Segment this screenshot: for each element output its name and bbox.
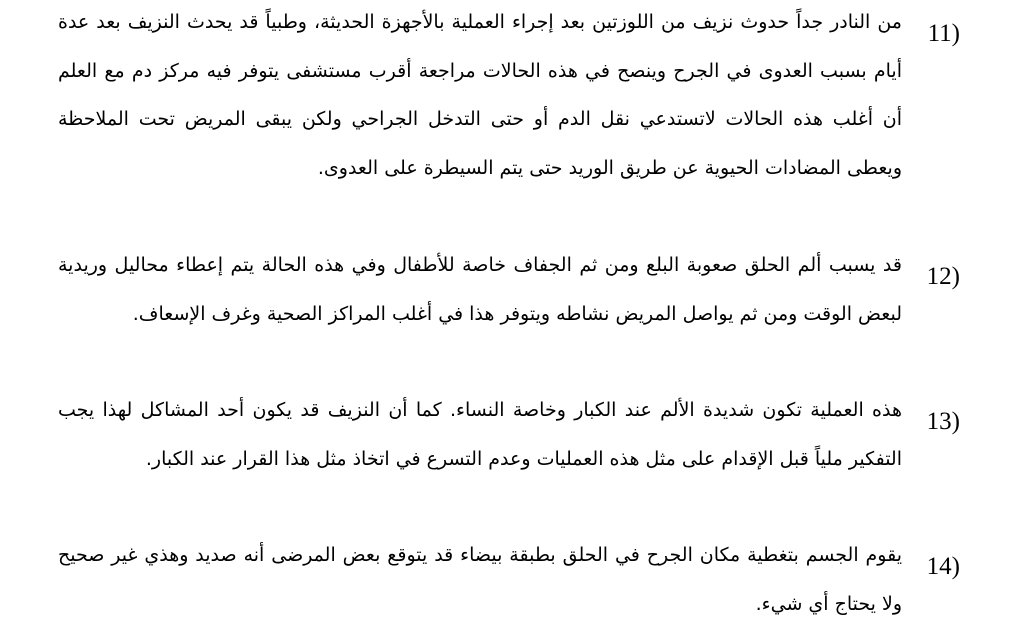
- list-item: 11) من النادر جداً حدوث نزيف من اللوزتين بعد إجراء العملية بالأجهزة الحديثة، وطبياً قد يحدث النزيف بعد عدة أيام بسبب العدوى في الجرح وينصح في هذه الحالات مراجعة أقرب مستشفى يتوفر فيه مركز دم مع العلم أن أغلب هذه الحالات لاتستدعي نقل الدم أو حتى التدخل الجراحي ولكن يبقى المريض تحت الملاحظة ويعطى المضادات الحيوية عن طريق الوريد حتى يتم السيطرة على العدوى.: [58, 10, 902, 192]
- list-item: 13) هذه العملية تكون شديدة الألم عند الكبار وخاصة النساء. كما أن النزيف قد يكون أحد المشاكل لهذا يجب التفكير ملياً قبل الإقدام على مثل هذه العمليات وعدم التسرع في اتخاذ مثل هذا القرار عند الكبار.: [58, 398, 902, 483]
- item-text: يقوم الجسم بتغطية مكان الجرح في الحلق بطبقة بيضاء قد يتوقع بعض المرضى أنه صديد وهذي غير صحيح ولا يحتاج أي شيء.: [58, 544, 902, 615]
- item-text: قد يسبب ألم الحلق صعوبة البلع ومن ثم الجفاف خاصة للأطفال وفي هذه الحالة يتم إعطاء محاليل وريدية لبعض الوقت ومن ثم يواصل المريض نشاطه ويتوفر هذا في أغلب المراكز الصحية وغرف الإسعاف.: [58, 254, 902, 325]
- list-item: 12) قد يسبب ألم الحلق صعوبة البلع ومن ثم الجفاف خاصة للأطفال وفي هذه الحالة يتم إعطاء محاليل وريدية لبعض الوقت ومن ثم يواصل المريض نشاطه ويتوفر هذا في أغلب المراكز الصحية وغرف الإسعاف.: [58, 253, 902, 338]
- list-item: 14) يقوم الجسم بتغطية مكان الجرح في الحلق بطبقة بيضاء قد يتوقع بعض المرضى أنه صديد وهذي غير صحيح ولا يحتاج أي شيء.: [58, 543, 902, 628]
- item-text: هذه العملية تكون شديدة الألم عند الكبار وخاصة النساء. كما أن النزيف قد يكون أحد المشاكل لهذا يجب التفكير ملياً قبل الإقدام على مثل هذه العمليات وعدم التسرع في اتخاذ مثل هذا القرار عند الكبار.: [58, 399, 902, 470]
- item-text: من النادر جداً حدوث نزيف من اللوزتين بعد إجراء العملية بالأجهزة الحديثة، وطبياً قد يحدث النزيف بعد عدة أيام بسبب العدوى في الجرح وينصح في هذه الحالات مراجعة أقرب مستشفى يتوفر فيه مركز دم مع العلم أن أغلب هذه الحالات لاتستدعي نقل الدم أو حتى التدخل الجراحي ولكن يبقى المريض تحت الملاحظة ويعطى المضادات الحيوية عن طريق الوريد حتى يتم السيطرة على العدوى.: [58, 11, 902, 179]
